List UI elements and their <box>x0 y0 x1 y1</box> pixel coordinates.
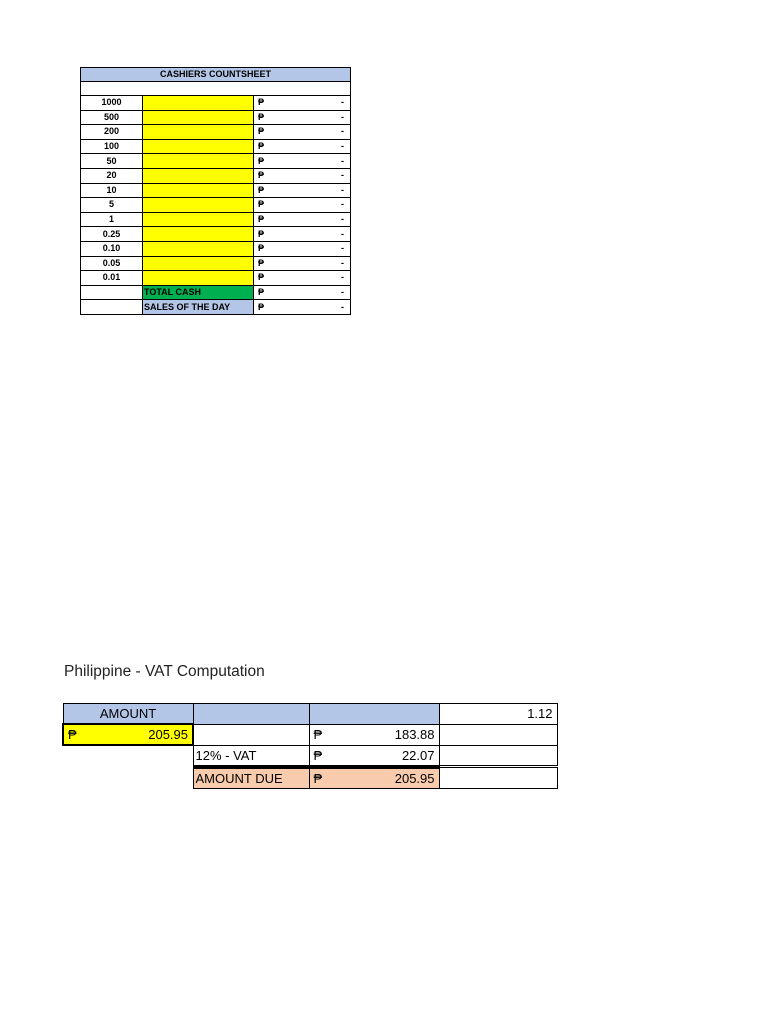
amount-value: - <box>341 228 344 239</box>
denomination-label: 20 <box>81 168 143 183</box>
vat-computation-table <box>62 703 558 789</box>
denomination-amount[interactable] <box>254 110 351 125</box>
total-cash-amount[interactable] <box>254 285 351 300</box>
denomination-label: 1 <box>81 212 143 227</box>
denomination-amount[interactable] <box>254 125 351 140</box>
amount-value: - <box>341 111 344 122</box>
denomination-row <box>81 183 351 198</box>
sales-of-day-value: - <box>341 301 344 312</box>
denomination-row <box>81 256 351 271</box>
amount-value: 205.95 <box>148 727 188 742</box>
vat-header-row <box>63 704 557 725</box>
peso-sign: ₱ <box>258 287 265 298</box>
peso-sign: ₱ <box>313 727 323 742</box>
quantity-input-cell[interactable] <box>143 183 254 198</box>
amount-value: - <box>341 97 344 108</box>
quantity-input-cell[interactable] <box>143 241 254 256</box>
denomination-label: 1000 <box>81 96 143 111</box>
amount-value: - <box>341 126 344 137</box>
peso-sign: ₱ <box>258 272 265 283</box>
amount-due-value: 205.95 <box>394 770 435 786</box>
denomination-label: 0.05 <box>81 256 143 271</box>
denomination-row <box>81 227 351 242</box>
amount-value: - <box>341 141 344 152</box>
vat-amount-value: 22.07 <box>401 747 435 763</box>
peso-sign: ₱ <box>258 184 265 195</box>
vat-factor-cell[interactable]: 1.12 <box>439 704 557 725</box>
denomination-row <box>81 96 351 111</box>
amount-input-cell[interactable] <box>63 724 193 745</box>
sales-of-day-amount[interactable] <box>254 300 351 315</box>
denomination-row <box>81 212 351 227</box>
peso-sign: ₱ <box>258 243 265 254</box>
denomination-amount[interactable] <box>254 96 351 111</box>
countsheet-title: CASHIERS COUNTSHEET <box>81 68 351 82</box>
quantity-input-cell[interactable] <box>143 212 254 227</box>
denomination-row <box>81 241 351 256</box>
peso-sign: ₱ <box>258 214 265 225</box>
quantity-input-cell[interactable] <box>143 125 254 140</box>
vat-amount-cell[interactable] <box>309 745 439 767</box>
peso-sign: ₱ <box>313 747 323 763</box>
denomination-amount[interactable] <box>254 212 351 227</box>
amount-value: - <box>341 214 344 225</box>
amount-due-row <box>63 767 557 789</box>
total-cash-label: TOTAL CASH <box>143 285 254 300</box>
denomination-row <box>81 125 351 140</box>
amount-due-cell[interactable] <box>309 767 439 789</box>
denomination-label: 50 <box>81 154 143 169</box>
sales-of-day-row <box>81 300 351 315</box>
denomination-label: 0.25 <box>81 227 143 242</box>
denomination-label: 0.01 <box>81 271 143 286</box>
peso-sign: ₱ <box>258 228 265 239</box>
denomination-label: 200 <box>81 125 143 140</box>
peso-sign: ₱ <box>258 111 265 122</box>
vat-label: 12% - VAT <box>193 745 309 767</box>
denomination-amount[interactable] <box>254 241 351 256</box>
denomination-amount[interactable] <box>254 198 351 213</box>
denomination-amount[interactable] <box>254 256 351 271</box>
countsheet-title-row <box>81 68 351 82</box>
amount-due-label: AMOUNT DUE <box>193 767 309 789</box>
denomination-amount[interactable] <box>254 154 351 169</box>
denomination-label: 0.10 <box>81 241 143 256</box>
quantity-input-cell[interactable] <box>143 227 254 242</box>
quantity-input-cell[interactable] <box>143 271 254 286</box>
denomination-row <box>81 198 351 213</box>
denomination-label: 500 <box>81 110 143 125</box>
peso-sign: ₱ <box>68 727 77 742</box>
denomination-row <box>81 139 351 154</box>
countsheet-blank-row <box>81 82 351 96</box>
denomination-amount[interactable] <box>254 271 351 286</box>
vat-tax-row <box>63 745 557 767</box>
cashiers-countsheet-table <box>80 67 351 315</box>
amount-value: - <box>341 170 344 181</box>
denomination-amount[interactable] <box>254 183 351 198</box>
amount-value: - <box>341 257 344 268</box>
total-cash-row <box>81 285 351 300</box>
denomination-rows <box>81 96 351 286</box>
amount-value: - <box>341 199 344 210</box>
quantity-input-cell[interactable] <box>143 198 254 213</box>
peso-sign: ₱ <box>258 170 265 181</box>
sales-of-day-label: SALES OF THE DAY <box>143 300 254 315</box>
quantity-input-cell[interactable] <box>143 168 254 183</box>
peso-sign: ₱ <box>258 97 265 108</box>
net-amount-value: 183.88 <box>394 727 435 742</box>
amount-header: AMOUNT <box>63 704 193 725</box>
quantity-input-cell[interactable] <box>143 96 254 111</box>
amount-value: - <box>341 155 344 166</box>
peso-sign: ₱ <box>258 301 265 312</box>
denomination-amount[interactable] <box>254 227 351 242</box>
denomination-row <box>81 110 351 125</box>
denomination-label: 100 <box>81 139 143 154</box>
peso-sign: ₱ <box>258 126 265 137</box>
vat-heading: Philippine - VAT Computation <box>64 663 265 680</box>
quantity-input-cell[interactable] <box>143 110 254 125</box>
denomination-row <box>81 154 351 169</box>
quantity-input-cell[interactable] <box>143 154 254 169</box>
denomination-row <box>81 271 351 286</box>
denomination-amount[interactable] <box>254 168 351 183</box>
peso-sign: ₱ <box>258 141 265 152</box>
amount-value: - <box>341 243 344 254</box>
peso-sign: ₱ <box>258 257 265 268</box>
amount-value: - <box>341 184 344 195</box>
peso-sign: ₱ <box>313 770 323 786</box>
amount-value: - <box>341 272 344 283</box>
denomination-row <box>81 168 351 183</box>
denomination-amount[interactable] <box>254 139 351 154</box>
quantity-input-cell[interactable] <box>143 256 254 271</box>
peso-sign: ₱ <box>258 199 265 210</box>
total-cash-value: - <box>341 287 344 298</box>
net-amount-cell[interactable] <box>309 724 439 745</box>
denomination-label: 10 <box>81 183 143 198</box>
denomination-label: 5 <box>81 198 143 213</box>
quantity-input-cell[interactable] <box>143 139 254 154</box>
vat-amount-row <box>63 724 557 745</box>
peso-sign: ₱ <box>258 155 265 166</box>
